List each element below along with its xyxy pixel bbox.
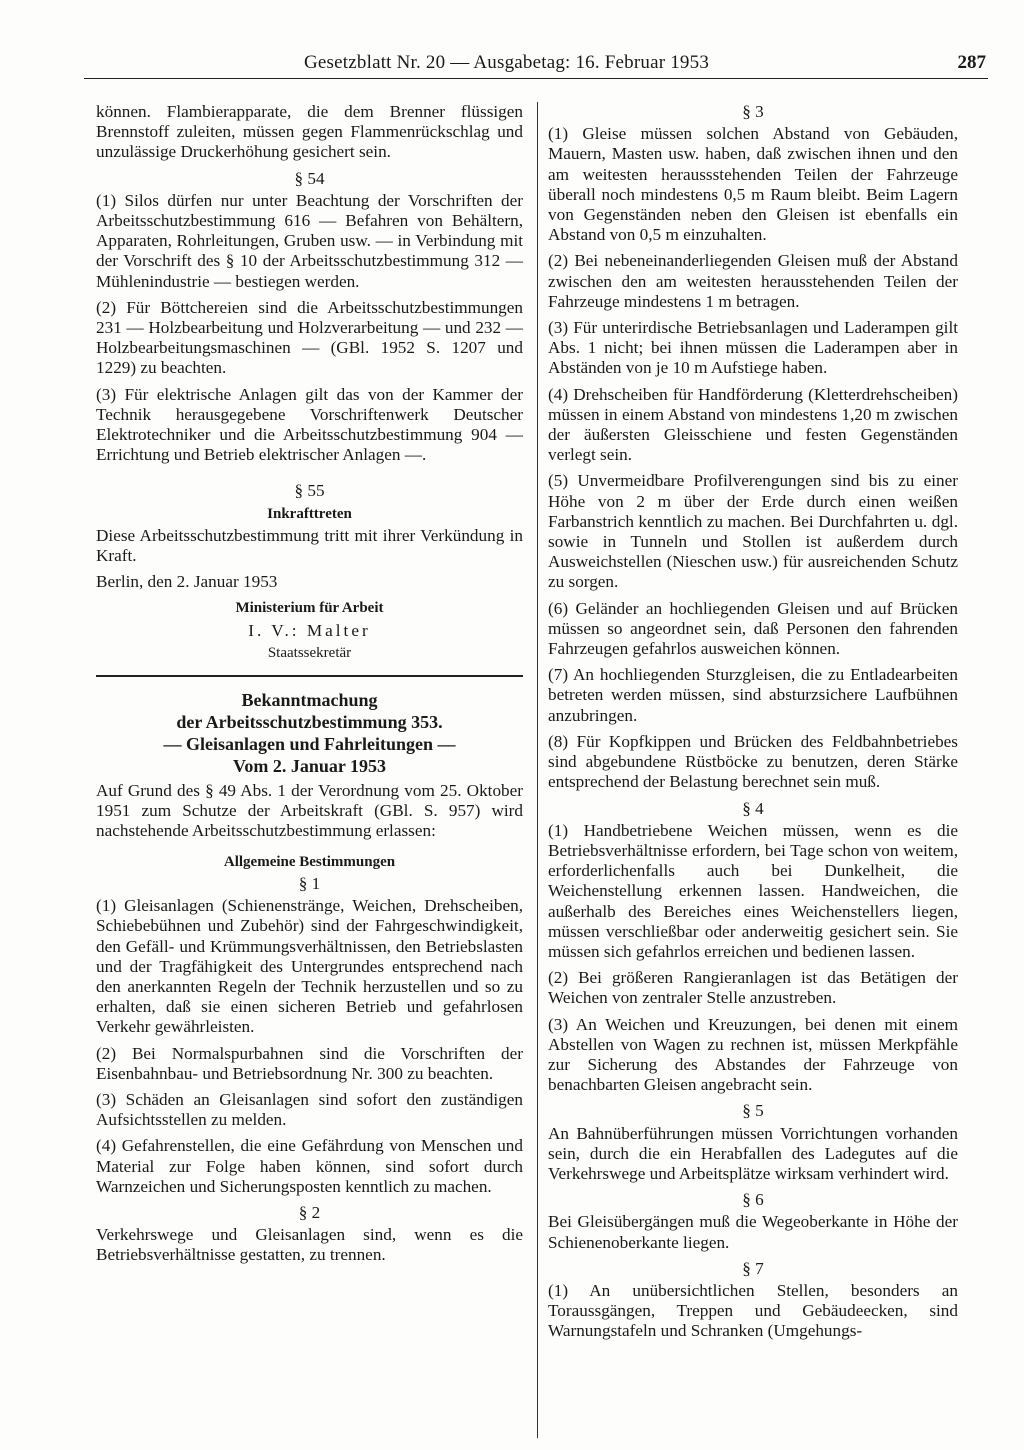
signer: I. V.: Malter [248, 620, 371, 640]
section-1-heading: § 1 [298, 873, 321, 893]
section-55-text: Diese Arbeitsschutzbestimmung tritt mit ihrer Verkündung in Kraft. [96, 525, 523, 566]
section-3-para-3: (3) Für unterirdische Betriebsanlagen und Laderampen gilt Abs. 1 nicht; bei ihnen müssen die Laderampen aber in Abständen von je 10 m Aufstiege haben. [548, 318, 958, 378]
section-4-para-2: (2) Bei größeren Rangieranlagen ist das Betätigen der Weichen von zentraler Stelle anzustreben. [548, 968, 958, 1008]
right-column [548, 102, 958, 1348]
section-54-heading: § 54 [294, 168, 325, 188]
announcement-date: Vom 2. Januar 1953 [232, 756, 387, 777]
section-3-para-2: (2) Bei nebeneinanderliegenden Gleisen muß der Abstand zwischen den am weitesten herausstehenden Teilen der Fahrzeuge mindestens 1 m betragen. [548, 251, 958, 311]
section-3-para-1: (1) Gleise müssen solchen Abstand von Gebäuden, Mauern, Masten usw. haben, daß zwischen ihnen und den am weitesten heraussstehenden Teilen der Fahrzeuge überall noch mindestens 0,5 m Raum bleibt. Beim Lagern von Gegenständen neben den Gleisen ist ebenfalls ein Abstand von 0,5 m einzuhalten. [548, 124, 958, 245]
section-3-heading: § 3 [742, 102, 764, 121]
header-title: Gesetzblatt Nr. 20 — Ausgabetag: 16. Februar 1953 [304, 52, 710, 73]
section-54-para-3: (3) Für elektrische Anlagen gilt das von der Kammer der Technik herausgegebene Vorschriftenwerk Deutscher Elektrotechniker und die Arbeitsschutzbestimmung 904 — Errichtung und Betrieb elektrischer Anlagen —. [96, 384, 523, 465]
section-3-para-5: (5) Unvermeidbare Profilverengungen sind bis zu einer Höhe von 2 m über der Erde durch einen weißen Farbanstrich kenntlich zu machen. Bei Durchfahrten u. dgl. sowie in Tunneln und Stollen ist außerdem durch Ausweichstellen (Nieschen usw.) für ausreichenden Schutz zu sorgen. [548, 471, 958, 592]
section-4-heading: § 4 [742, 798, 764, 818]
announcement-topic: — Gleisanlagen und Fahrleitungen — [163, 734, 456, 755]
section-1-para-1: (1) Gleisanlagen (Schienenstränge, Weichen, Drehscheiben, Schiebebühnen und Zubehör) sind der Fahrgeschwindigkeit, den Gefäll- und Krümmungsverhältnissen, den Betriebslasten und der Tragfähigkeit des Untergrundes entsprechend nach den anerkannten Regeln der Technik herzustellen und so zu erhalten, daß sie einen sicheren Betrieb und gefahrlosen Verkehr gewährleisten. [96, 896, 523, 1037]
section-54-para-2: (2) Für Böttchereien sind die Arbeitsschutzbestimmungen 231 — Holzbearbeitung und Holzverarbeitung — und 232 — Holzbearbeitungsmaschinen — (GBl. 1952 S. 1207 und 1229) zu beachten. [96, 297, 523, 378]
announcement-title: Bekanntmachung [241, 690, 378, 711]
section-7-para-1: (1) An unübersichtlichen Stellen, besonders an Toraussgängen, Treppen und Gebäudeecken, sind Warnungstafeln und Schranken (Umgehungs- [548, 1280, 958, 1341]
section-54-para-1: (1) Silos dürfen nur unter Beachtung der Vorschriften der Arbeitsschutzbestimmung 616 — Befahren von Behältern, Apparaten, Rohrleitungen, Gruben usw. — in Verbindung mit der Vorschrift des § 10 der Arbeitsschutzbestimmung 312 — Mühlenindustrie — bestiegen werden. [96, 190, 523, 291]
section-1-para-4: (4) Gefahrenstellen, die eine Gefährdung von Menschen und Material zur Folge haben können, sind sofort durch Warnzeichen und Sicherungsposten kenntlich zu machen. [96, 1136, 523, 1196]
section-3-para-6: (6) Geländer an hochliegenden Gleisen und auf Brücken müssen so angeordnet sein, daß Personen den fahrenden Fahrzeugen gefahrlos ausweichen können. [548, 598, 958, 659]
general-provisions-heading: Allgemeine Bestimmungen [223, 853, 396, 870]
section-7-heading: § 7 [742, 1258, 764, 1278]
section-4-para-3: (3) An Weichen und Kreuzungen, bei denen mit einem Abstellen von Wagen zu rechnen ist, müssen Merkpfähle zur Sicherung des Abstandes der Fahrzeuge von benachbarten Gleisen angebracht sein. [548, 1014, 958, 1095]
section-55-title: Inkrafttreten [267, 505, 352, 522]
section-3-para-7: (7) An hochliegenden Sturzgleisen, die zu Entladearbeiten betreten werden müssen, sind absturzsichere Laufbühnen anzubringen. [548, 665, 958, 725]
ministry-name: Ministerium für Arbeit [235, 600, 384, 617]
section-1-para-2: (2) Bei Normalspurbahnen sind die Vorschriften der Eisenbahnbau- und Betriebsordnung Nr. 300 zu beachten. [96, 1043, 523, 1083]
section-6-text: Bei Gleisübergängen muß die Wegeoberkante in Höhe der Schienenoberkante liegen. [548, 1212, 958, 1252]
column-divider [537, 102, 538, 1438]
left-column [96, 102, 523, 1272]
section-1-para-3: (3) Schäden an Gleisanlagen sind sofort den zuständigen Aufsichtsstellen zu melden. [96, 1089, 523, 1130]
section-3-para-4: (4) Drehscheiben für Handförderung (Kletterdrehscheiben) müssen in einem Abstand von mindestens 1,20 m zwischen der äußersten Gleisschiene und festen Gegenständen verlegt sein. [548, 384, 958, 465]
paragraph-continuation: können. Flambierapparate, die dem Brenner flüssigen Brennstoff zuleiten, müssen gegen Flammenrückschlag und unzulässige Druckerhöhung gesichert sein. [96, 102, 523, 162]
place-date: Berlin, den 2. Januar 1953 [96, 572, 278, 592]
section-rule [96, 675, 523, 677]
section-2-heading: § 2 [298, 1202, 321, 1222]
signer-title: Staatssekretär [267, 644, 352, 661]
section-55-heading: § 55 [294, 481, 325, 501]
section-5-text: An Bahnüberführungen müssen Vorrichtungen vorhanden sein, durch die ein Herabfallen des Ladegutes auf die Verkehrswege und Arbeitsplätze wirksam verhindert wird. [548, 1123, 958, 1183]
section-3-para-8: (8) Für Kopfkippen und Brücken des Feldbahnbetriebes sind abgebundene Rüstböcke zu benutzen, deren Stärke entsprechend der Belastung berechnet sein muß. [548, 731, 958, 792]
page-number: 287 [957, 52, 986, 73]
announcement-subject: der Arbeitsschutzbestimmung 353. [176, 712, 443, 733]
preamble: Auf Grund des § 49 Abs. 1 der Verordnung vom 25. Oktober 1951 zum Schutze der Arbeitskraft (GBl. S. 957) wird nachstehende Arbeitsschutzbestimmung erlassen: [96, 781, 523, 841]
page-header [84, 52, 988, 79]
section-5-heading: § 5 [742, 1101, 764, 1121]
section-6-heading: § 6 [742, 1190, 764, 1210]
section-4-para-1: (1) Handbetriebene Weichen müssen, wenn es die Betriebsverhältnisse erfordern, bei Tage schon von weitem, erforderlichenfalls auch bei Dunkelheit, die Weichenstellung erkennen lassen. Handweichen, die außerhalb des Bereiches eines Weichenstellers liegen, müssen verschließbar oder anderweitig gesichert sein. Sie müssen sich gefahrlos erreichen und bedienen lassen. [548, 820, 958, 961]
section-2-text: Verkehrswege und Gleisanlagen sind, wenn es die Betriebsverhältnisse gestatten, zu trennen. [96, 1225, 523, 1265]
